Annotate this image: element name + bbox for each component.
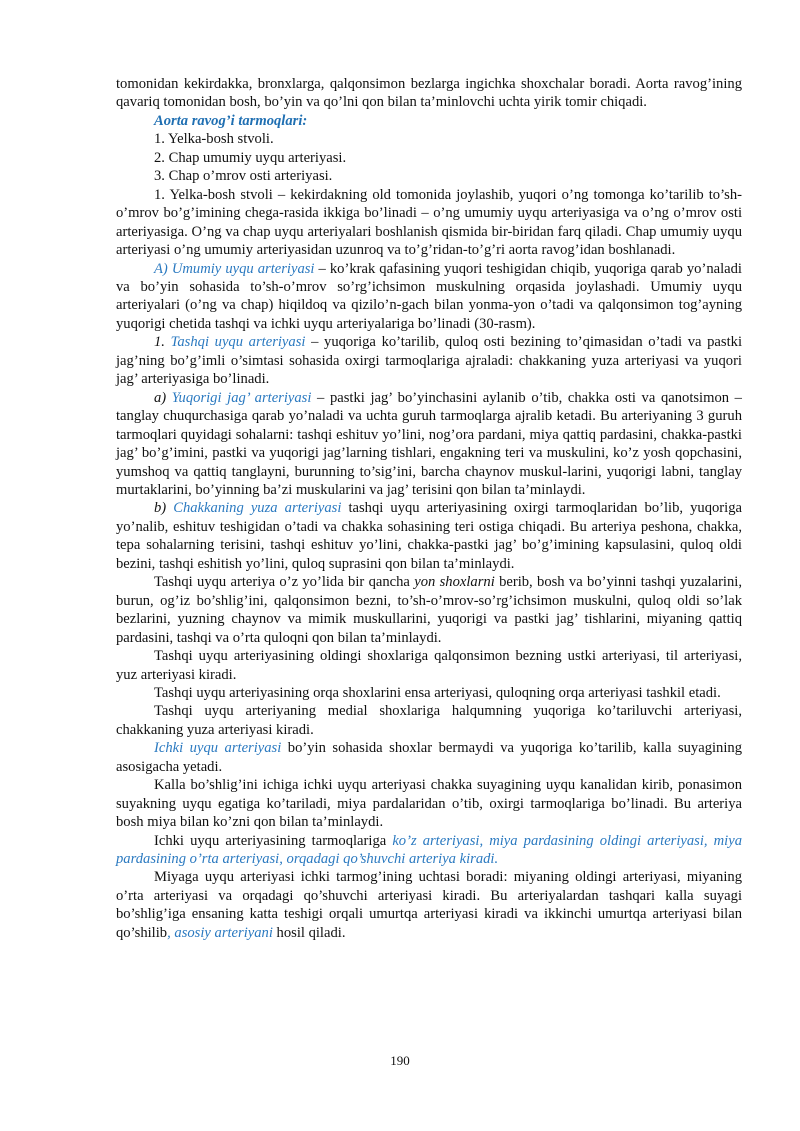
paragraph-yelka-bosh: 1. Yelka-bosh stvoli – kekirdakning old tomonida joylashib, yuqori o’ng tomonga ko’tarilib to’sh-o’mrov bo’g’imining chega-rasida ikkiga bo’linadi – o’ng umumiy uyqu arteriyasiga va o’ng o’mrov osti arteriyasiga. O’ng va chap uyqu arteriyalari boshlanish qismida bir-biridan farq qiladi. Chap umumiy uyqu arteriyasi o’ng umumiy arteriyasidan uzunroq va to’g’ridan-to’g’ri aorta ravog’idan boshlanadi. xyxy=(116,186,742,259)
page-number: 190 xyxy=(390,1053,410,1068)
list-letter: b) xyxy=(154,500,174,517)
document-page xyxy=(116,75,742,942)
emphasis-yon-shoxlar: yon shoxlarni xyxy=(414,574,495,591)
paragraph-ichki-uyqu xyxy=(116,739,742,776)
list-item-1: 1. Yelka-bosh stvoli. xyxy=(154,131,274,148)
paragraph-text: Ichki uyqu arteriyasining tarmoqlariga xyxy=(154,832,393,849)
term-umumiy-uyqu: A) Umumiy uyqu arteriyasi xyxy=(154,260,315,277)
paragraph-chakka-yuza xyxy=(116,499,742,573)
term-asosiy-arteriya: asosiy arteriyani xyxy=(174,924,273,941)
list-item-2: 2. Chap umumiy uyqu arteriyasi. xyxy=(154,149,347,166)
paragraph-text: – yuqoriga ko’tarilib, quloq osti bezining to’qimasidan o’tadi va pastki jag’ning bo’g’imli o’simtasi sohasida oxirgi tarmoqlariga ajraladi: chakkaning yuza arteriyasi va yuqori jag’ arteriyasiga bo’linadi. xyxy=(116,334,742,388)
paragraph-kalla-boshligi: Kalla bo’shlig’ini ichiga ichki uyqu arteriyasi chakka suyagining uyqu kanalidan kirib, ponasimon suyakning uyqu egatiga ko’tariladi, miya pardalaridan o’tib, oxirgi tarmoqlariga bo’linadi. Bu arteriya bosh miya bilan ko’zni qon bilan ta’minlaydi. xyxy=(116,777,742,831)
list-item-3: 3. Chap o’mrov osti arteriyasi. xyxy=(154,168,333,185)
punctuation: , xyxy=(167,924,175,941)
list-number: 1. xyxy=(154,334,171,351)
paragraph-text: Miyaga uyqu arteriyasi ichki tarmog’ining uchtasi boradi: miyaning oldingi arteriyasi, miyaning o’rta arteriyasi va orqadagi qo’shuvchi arteriyasi kiradi. Bu arteriyalardan tashqari kalla suyagi bo’shlig’iga ensaning katta teshigi orqali umurtqa arteriyasi kiradi va ikkinchi umurtqa arteriyasi bilan qo’shilib xyxy=(116,869,742,941)
paragraph-intro: tomonidan kekirdakka, bronxlarga, qalqonsimon bezlarga ingichka shoxchalar boradi. Aorta ravog’ining qavariq tomonidan bosh, bo’yin va qo’lni qon bilan ta’minlovchi uchta yirik tomir chiqadi. xyxy=(116,76,742,111)
list-letter: a) xyxy=(154,389,172,406)
paragraph-text: tashqi uyqu arteriyasining oxirgi tarmoqlaridan bo’lib, yuqoriga yo’nalib, eshituv teshigidan o’tadi va chakka sohasining teri ostiga chiqadi. Bu arteriya peshona, chakka, tepa sohalarning terisini, tashqi eshituv yo’lini, chakka-pastki jag’ bo’g’imining kapsulasini, quloq oldi bezini, tashqi eshitish yo’lini, quloq suprasini qon bilan ta’minlaydi. xyxy=(116,500,742,572)
paragraph-tashqi-uyqu xyxy=(116,333,742,388)
paragraph-text: hosil qiladi. xyxy=(272,924,346,941)
section-heading: Aorta ravog’i tarmoqlari: xyxy=(154,112,308,129)
paragraph-text: berib, bosh va bo’yinni tashqi yuzalarini, burun, og’iz bo’shlig’ini, qalqonsimon bezni, to’sh-o’mrov-so’rg’ichsimon muskulni, quloq oldi so’lak bezlarini, yuzning chaynov va mimik muskullarini, yuqorigi va pastki jag’ tishlarini, miyaning qattiq pardasini, tashqi va o’rta quloqni qon bilan ta’minlaydi. xyxy=(116,574,742,646)
paragraph-text: – ko’krak qafasining yuqori teshigidan chiqib, yuqoriga qarab yo’naladi va bo’yin sohasida to’sh-o’mrov so’rg’ichsimon muskulning orqasida joylashadi. Umumiy uyqu arteriyalari (o’ng va chap) hiqildoq va qizilo’n-gach bilan yonma-yon o’tadi va qalqonsimon tog’ayning yuqorigi chetida tashqi va ichki uyqu arteriyalariga bo’linadi (30-rasm). xyxy=(116,260,742,332)
paragraph-orqa-shoxlar: Tashqi uyqu arteriyasining orqa shoxlarini ensa arteriyasi, quloqning orqa arteriyasi tashkil etadi. xyxy=(154,684,721,701)
paragraph-miyaga xyxy=(116,868,742,942)
paragraph-umumiy-uyqu xyxy=(116,260,742,334)
term-tashqi-uyqu: Tashqi uyqu arteriyasi xyxy=(170,334,306,351)
paragraph-oldingi-shoxlar: Tashqi uyqu arteriyasining oldingi shoxlariga qalqonsimon bezning ustki arteriyasi, til arteriyasi, yuz arteriyasi kiradi. xyxy=(116,648,742,683)
paragraph-yuqorigi-jag xyxy=(116,389,742,500)
term-yuqorigi-jag: Yuqorigi jag’ arteriyasi xyxy=(171,389,312,406)
term-ichki-tarmoqlar: ko’z arteriyasi, miya pardasining oldingi arteriyasi, miya pardasining o’rta arteriyasi, orqadagi qo’shuvchi arteriya kiradi. xyxy=(116,832,743,868)
term-ichki-uyqu: Ichki uyqu arteriyasi xyxy=(154,740,282,757)
paragraph-text: Tashqi uyqu arteriya o’z yo’lida bir qancha xyxy=(154,574,415,591)
paragraph-medial-shoxlar: Tashqi uyqu arteriyaning medial shoxlariga halqumning yuqoriga ko’tariluvchi arteriyasi, chakkaning yuza arteriyasi kiradi. xyxy=(116,703,742,738)
paragraph-text: – pastki jag’ bo’yinchasini aylanib o’tib, chakka osti va qanotsimon – tanglay chuqurchasiga qarab yo’naladi va uchta guruh tarmoqlarga ajralib ketadi. Bu arteriyaning 3 guruh tarmoqlari quyidagi sohalarni: tashqi eshituv yo’lini, nog’ora pardani, miya qattiq pardasini, chakka-pastki jag’ bo’g’imini, pastki va yuqorigi jag’larning tishlari, engakning teri va muskulini, ko’z yosh qopchasini, yumshoq va qattiq tanglayni, burunning to’sig’ini, barcha chaynov muskul-larini, yuqorigi labni, tanglay murtaklarini, bo’yinning ba’zi muskularini va jag’ terisini qon bilan ta’minlaydi. xyxy=(116,389,742,498)
paragraph-yon-shoxlar xyxy=(116,573,742,647)
paragraph-ichki-tarmoqlar xyxy=(116,832,742,869)
term-chakka-yuza: Chakkaning yuza arteriyasi xyxy=(173,500,342,517)
paragraph-text: bo’yin sohasida shoxlar bermaydi va yuqoriga ko’tarilib, kalla suyagining asosigacha yetadi. xyxy=(116,740,742,775)
